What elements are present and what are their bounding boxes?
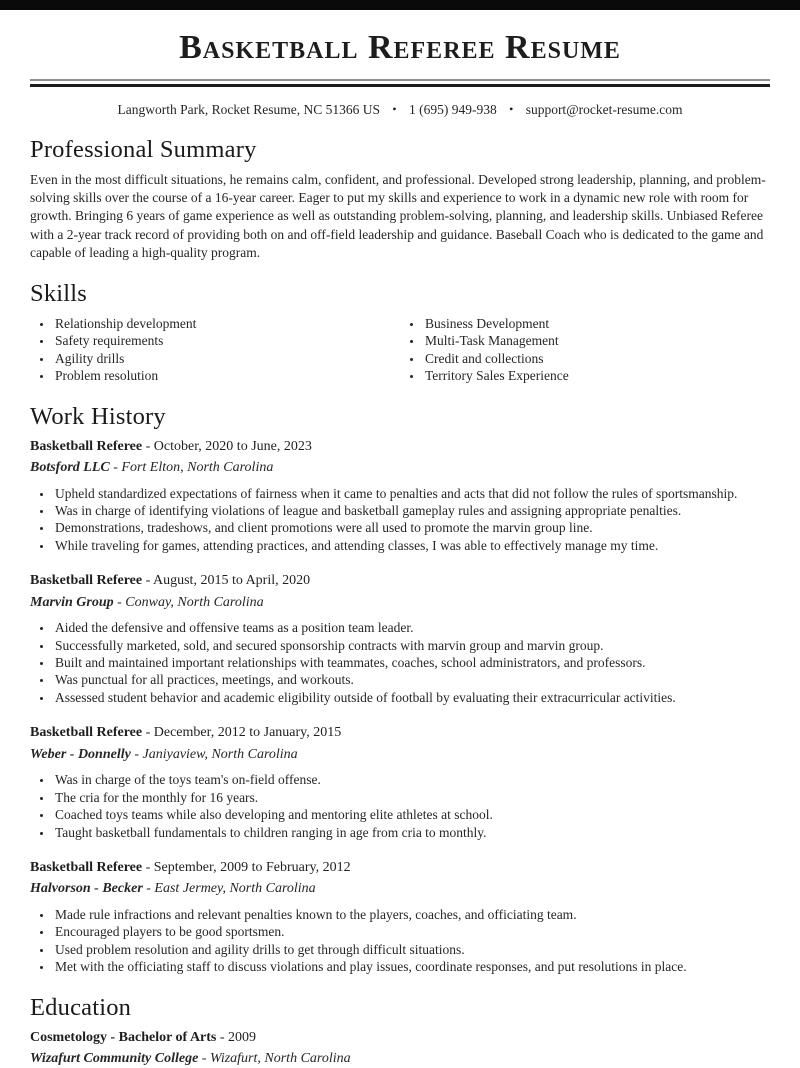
job-entry <box>30 724 770 841</box>
job-role: Basketball Referee <box>30 859 143 875</box>
education-school-line <box>30 1050 770 1068</box>
contact-line <box>0 102 800 118</box>
job-bullet: • Encouraged players to be good sportsmen. <box>53 923 770 940</box>
section-heading-professional-summary: Professional Summary <box>30 136 257 163</box>
skill-item: • Agility drills <box>53 350 400 367</box>
skills-columns <box>30 315 770 385</box>
skill-item: • Safety requirements <box>53 332 400 349</box>
job-location: - East Jermey, North Carolina <box>146 881 316 897</box>
job-bullet: • Taught basketball fundamentals to children ranging in age from cria to monthly. <box>53 824 770 841</box>
resume-title: Basketball Referee Resume <box>179 29 621 66</box>
job-entry <box>30 572 770 706</box>
job-company-line <box>30 459 770 477</box>
job-bullet: • Was in charge of identifying violations of league and basketball gameplay rules and assigning appropriate penalties. <box>53 502 770 519</box>
job-bullet: • Assessed student behavior and academic eligibility outside of football by evaluating their extracurricular activities. <box>53 689 770 706</box>
job-location: - Conway, North Carolina <box>117 594 264 610</box>
top-accent-bar <box>0 0 800 10</box>
contact-separator-dot: • <box>392 102 397 116</box>
job-dates: - October, 2020 to June, 2023 <box>145 438 312 454</box>
skill-item: • Territory Sales Experience <box>423 367 770 384</box>
job-dates: - December, 2012 to January, 2015 <box>145 725 342 741</box>
job-bullet: • Used problem resolution and agility drills to get through difficult situations. <box>53 941 770 958</box>
skills-list-left <box>30 315 400 385</box>
education-school: Wizafurt Community College <box>30 1051 199 1067</box>
job-company-line <box>30 746 770 764</box>
resume-body <box>0 136 800 1068</box>
education-year: - 2009 <box>219 1029 257 1045</box>
contact-email: support@rocket-resume.com <box>525 102 683 117</box>
job-bullet: • Coached toys teams while also developing and mentoring elite athletes at school. <box>53 806 770 823</box>
skill-item: • Relationship development <box>53 315 400 332</box>
section-heading-education: Education <box>30 993 132 1021</box>
skill-item: • Credit and collections <box>423 350 770 367</box>
job-title-line <box>30 572 770 590</box>
job-bullet: • While traveling for games, attending practices, and attending classes, I was able to effectively manage my time. <box>53 537 770 554</box>
job-bullet: • Successfully marketed, sold, and secured sponsorship contracts with marvin group and marvin group. <box>53 637 770 654</box>
job-title-line <box>30 438 770 456</box>
section-heading-skills: Skills <box>30 280 88 308</box>
job-bullet: • Aided the defensive and offensive teams as a position team leader. <box>53 619 770 636</box>
job-title-line <box>30 724 770 742</box>
job-title-line <box>30 859 770 877</box>
job-bullet: • Was punctual for all practices, meetings, and workouts. <box>53 671 770 688</box>
job-role: Basketball Referee <box>30 725 143 741</box>
contact-separator-dot: • <box>509 102 514 116</box>
job-role: Basketball Referee <box>30 438 143 454</box>
skill-item: • Problem resolution <box>53 367 400 384</box>
job-company-name: Weber - Donnelly <box>30 746 131 762</box>
job-bullet-list <box>30 771 770 841</box>
work-history-list <box>30 438 770 976</box>
skills-list-right <box>400 315 770 385</box>
job-bullet-list <box>30 619 770 706</box>
education-degree-line <box>30 1029 770 1047</box>
skill-item: • Multi-Task Management <box>423 332 770 349</box>
job-company-name: Halvorson - Becker <box>30 881 143 897</box>
education-degree: Cosmetology - Bachelor of Arts <box>30 1029 217 1045</box>
job-bullet: • The cria for the monthly for 16 years. <box>53 789 770 806</box>
job-bullet: • Was in charge of the toys team's on-field offense. <box>53 771 770 788</box>
job-bullet-list <box>30 906 770 976</box>
job-bullet: • Demonstrations, tradeshows, and client promotions were all used to promote the marvin group line. <box>53 519 770 536</box>
job-bullet: • Made rule infractions and relevant penalties known to the players, coaches, and officiating team. <box>53 906 770 923</box>
education-location: - Wizafurt, North Carolina <box>201 1051 351 1067</box>
job-bullet: • Met with the officiating staff to discuss violations and play issues, coordinate responses, and put resolutions in place. <box>53 958 770 975</box>
contact-phone: 1 (695) 949-938 <box>408 102 497 117</box>
job-location: - Janiyaview, North Carolina <box>134 746 298 762</box>
job-dates: - August, 2015 to April, 2020 <box>145 573 311 589</box>
summary-text: Even in the most difficult situations, he remains calm, confident, and professional. Developed strong leadership, planning, and problem-solving skills over the course of a 16-year career. Eager to put my skills and experience to work in a dynamic new role with room for growth. Bringing 6 years of game experience as well as outstanding problem-solving, planning, and leadership skills. Unbiased Referee with a 2-year track record of providing both on and off-field leadership and guidance. Baseball Coach who is dedicated to the game and capable of leading a high-quality program. <box>30 172 766 260</box>
job-company-name: Marvin Group <box>30 594 114 610</box>
job-company-line <box>30 880 770 898</box>
job-bullet-list <box>30 485 770 555</box>
header-divider-rule <box>30 79 770 87</box>
job-location: - Fort Elton, North Carolina <box>113 460 274 476</box>
job-bullet: • Built and maintained important relationships with teammates, coaches, school administrators, and professors. <box>53 654 770 671</box>
section-heading-work-history: Work History <box>30 402 166 430</box>
job-bullet: • Upheld standardized expectations of fairness when it came to penalties and acts that did not follow the rules of sportsmanship. <box>53 485 770 502</box>
job-dates: - September, 2009 to February, 2012 <box>145 859 351 875</box>
job-role: Basketball Referee <box>30 573 143 589</box>
contact-address: Langworth Park, Rocket Resume, NC 51366 US <box>117 102 381 117</box>
job-company-name: Botsford LLC <box>30 460 110 476</box>
skill-item: • Business Development <box>423 315 770 332</box>
job-entry <box>30 859 770 976</box>
job-company-line <box>30 594 770 612</box>
job-entry <box>30 438 770 555</box>
